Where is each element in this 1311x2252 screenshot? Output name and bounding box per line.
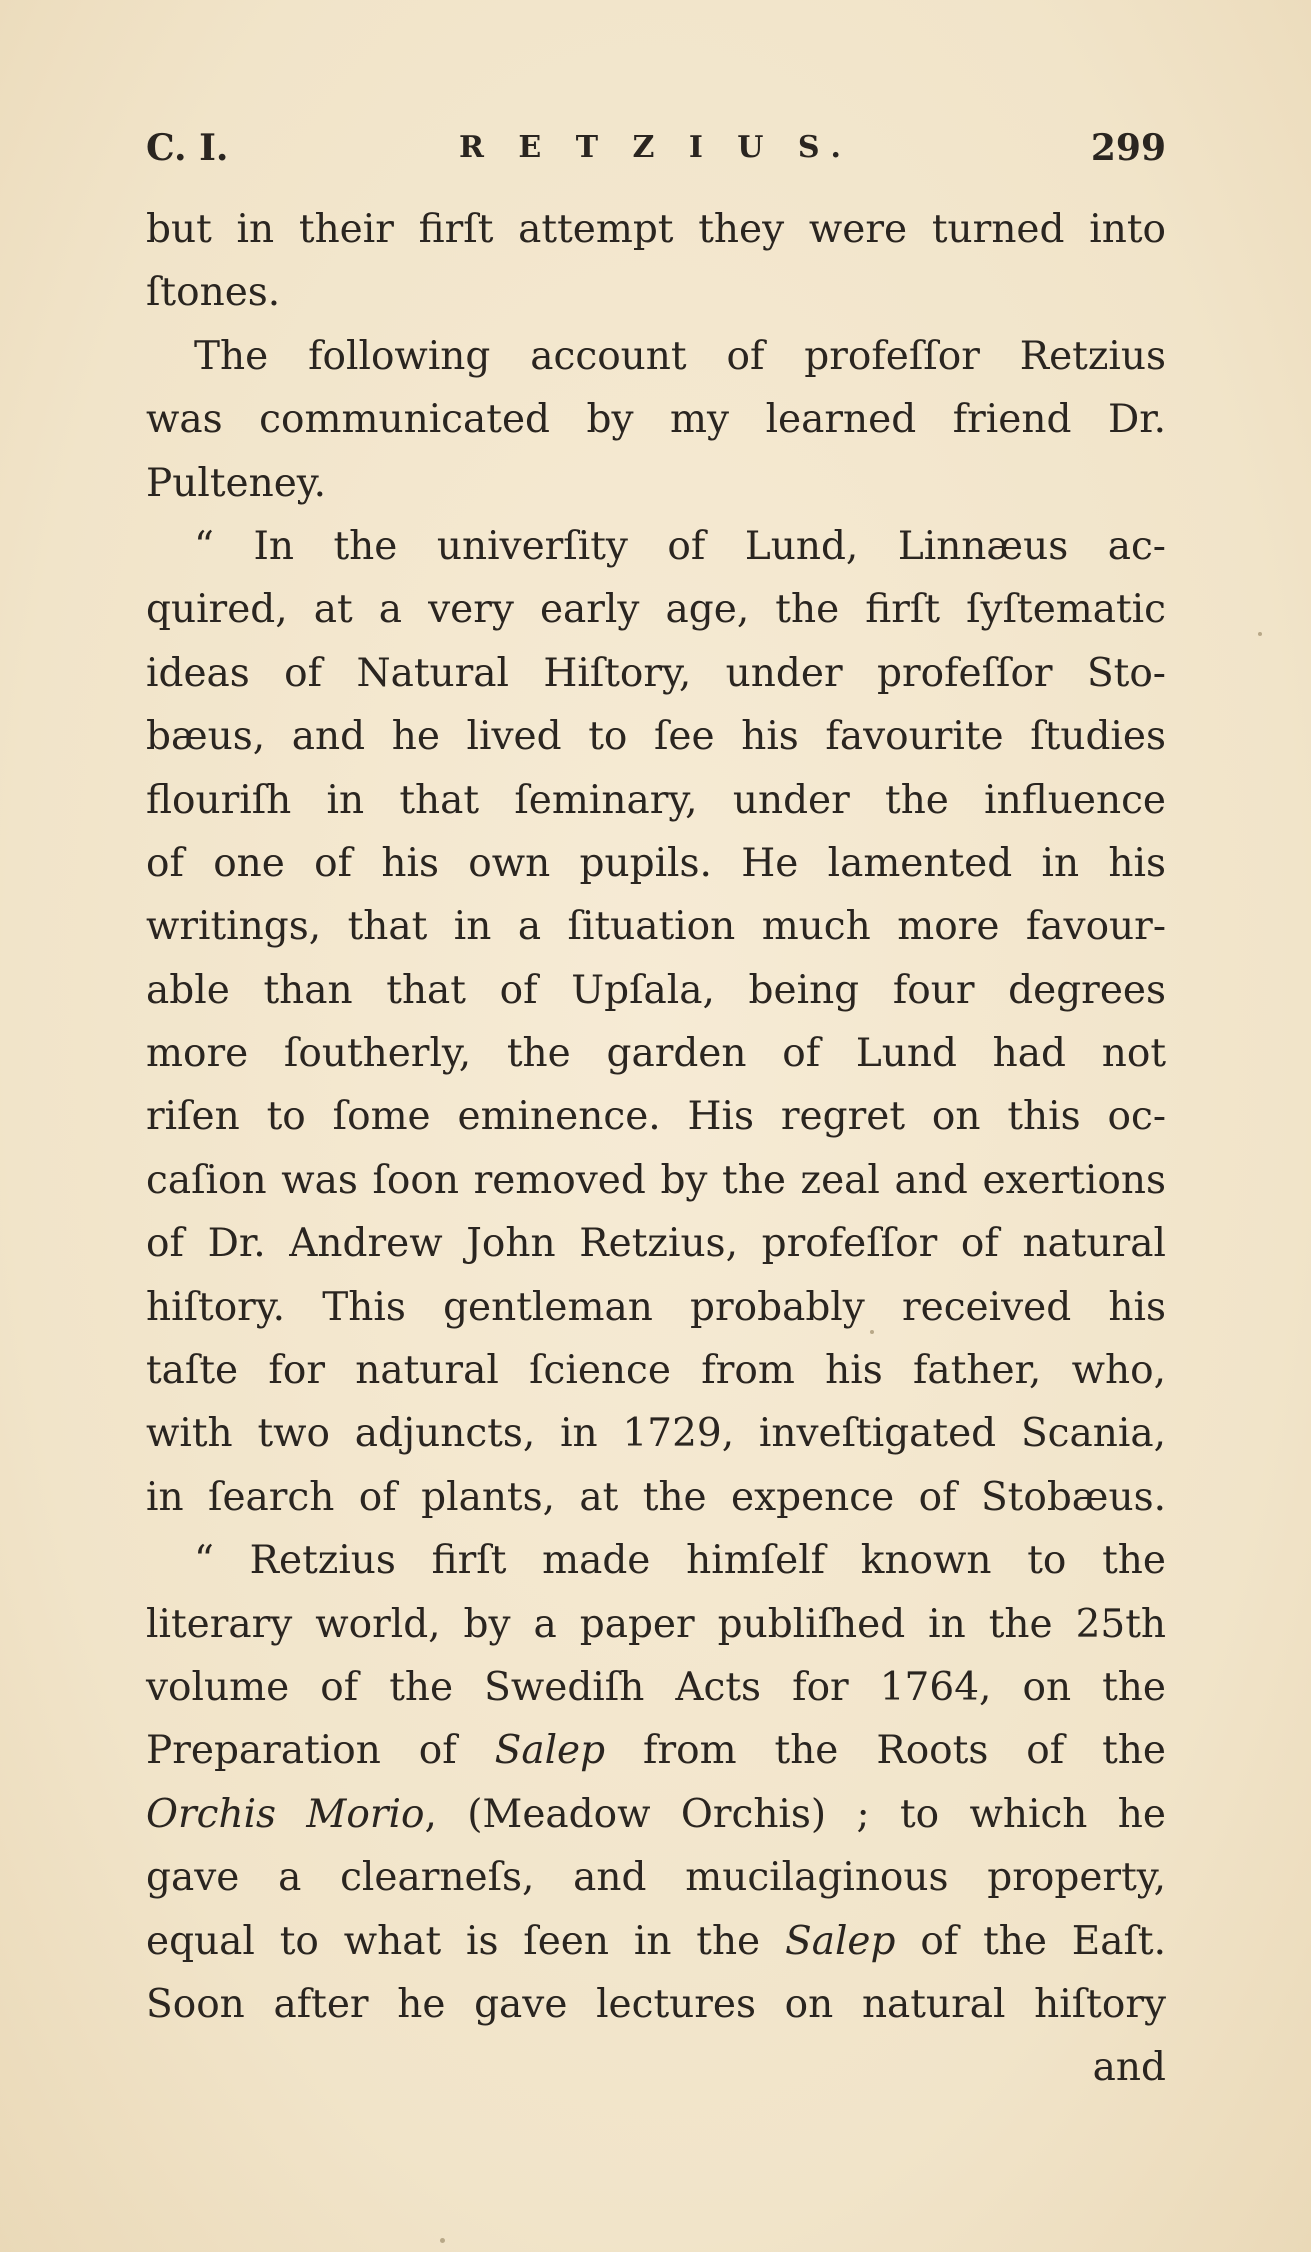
catchword: and [1092, 2045, 1166, 2091]
text-line: ideas of Natural Hiſtory, under profeſſor Sto- [146, 650, 1166, 696]
text-line: of Dr. Andrew John Retzius, profeſſor of natural [146, 1221, 1166, 1267]
text-line: caſion was ſoon removed by the zeal and exertions [146, 1157, 1166, 1203]
text-line: “ In the univerſity of Lund, Linnæus ac- [194, 523, 1166, 569]
text-line: more ſoutherly, the garden of Lund had not [146, 1031, 1166, 1077]
text-segment: Preparation of [146, 1728, 495, 1774]
text-line [146, 1719, 1166, 1782]
page-number: 299 [1090, 127, 1166, 169]
text-line: writings, that in a ſituation much more favour- [146, 904, 1166, 950]
text-line: flouriſh in that ſeminary, under the influence [146, 777, 1166, 823]
text-line: bæus, and he lived to ſee his favourite ſtudies [146, 714, 1166, 760]
text-line: able than that of Upſala, being four degrees [146, 967, 1166, 1013]
paper-speck [1258, 632, 1262, 636]
text-line: was communicated by my learned friend Dr. [146, 397, 1166, 443]
text-segment: equal to what is ſeen in the [146, 1918, 785, 1964]
text-segment: , (Meadow Orchis) ; to which he [424, 1791, 1166, 1837]
text-line: “ Retzius firſt made himſelf known to the [194, 1538, 1166, 1584]
text-line: The following account of profeſſor Retzius [194, 333, 1166, 379]
text-line: but in their firſt attempt they were turned into [146, 207, 1166, 252]
italic-term: Salep [784, 1918, 896, 1964]
text-line: taſte for natural ſcience from his father, who, [146, 1348, 1166, 1394]
paper-speck [870, 1330, 874, 1334]
text-line: with two adjuncts, in 1729, inveſtigated Scania, [146, 1411, 1166, 1457]
text-line: quired, at a very early age, the firſt ſyſtematic [146, 587, 1166, 633]
text-segment: of the Eaſt. [895, 1918, 1167, 1964]
text-line: Soon after he gave lectures on natural hiſtory [146, 1981, 1166, 2027]
text-line [146, 1910, 1166, 1973]
text-line: ſtones. [146, 270, 281, 316]
text-line: riſen to ſome eminence. His regret on this oc- [146, 1094, 1166, 1140]
body-text [146, 198, 1166, 2100]
text-line: of one of his own pupils. He lamented in his [146, 840, 1166, 886]
text-segment: from the Roots of the [605, 1728, 1166, 1774]
text-line: literary world, by a paper publiſhed in the 25th [146, 1601, 1166, 1647]
text-line: volume of the Swediſh Acts for 1764, on the [146, 1664, 1166, 1710]
italic-term: Salep [494, 1728, 606, 1774]
text-line [146, 1783, 1166, 1846]
paper-speck [440, 2238, 445, 2243]
text-line: gave a clearneſs, and mucilaginous property, [146, 1855, 1166, 1901]
text-line: hiſtory. This gentleman probably received his [146, 1284, 1166, 1330]
running-title: R E T Z I U S. [459, 130, 853, 165]
text-line: Pulteney. [146, 460, 327, 506]
text-line: in ſearch of plants, at the expence of Stobæus. [146, 1474, 1166, 1520]
running-head [146, 118, 1166, 178]
chapter-marker: C. I. [146, 127, 229, 169]
italic-term: Orchis Morio [146, 1791, 425, 1837]
